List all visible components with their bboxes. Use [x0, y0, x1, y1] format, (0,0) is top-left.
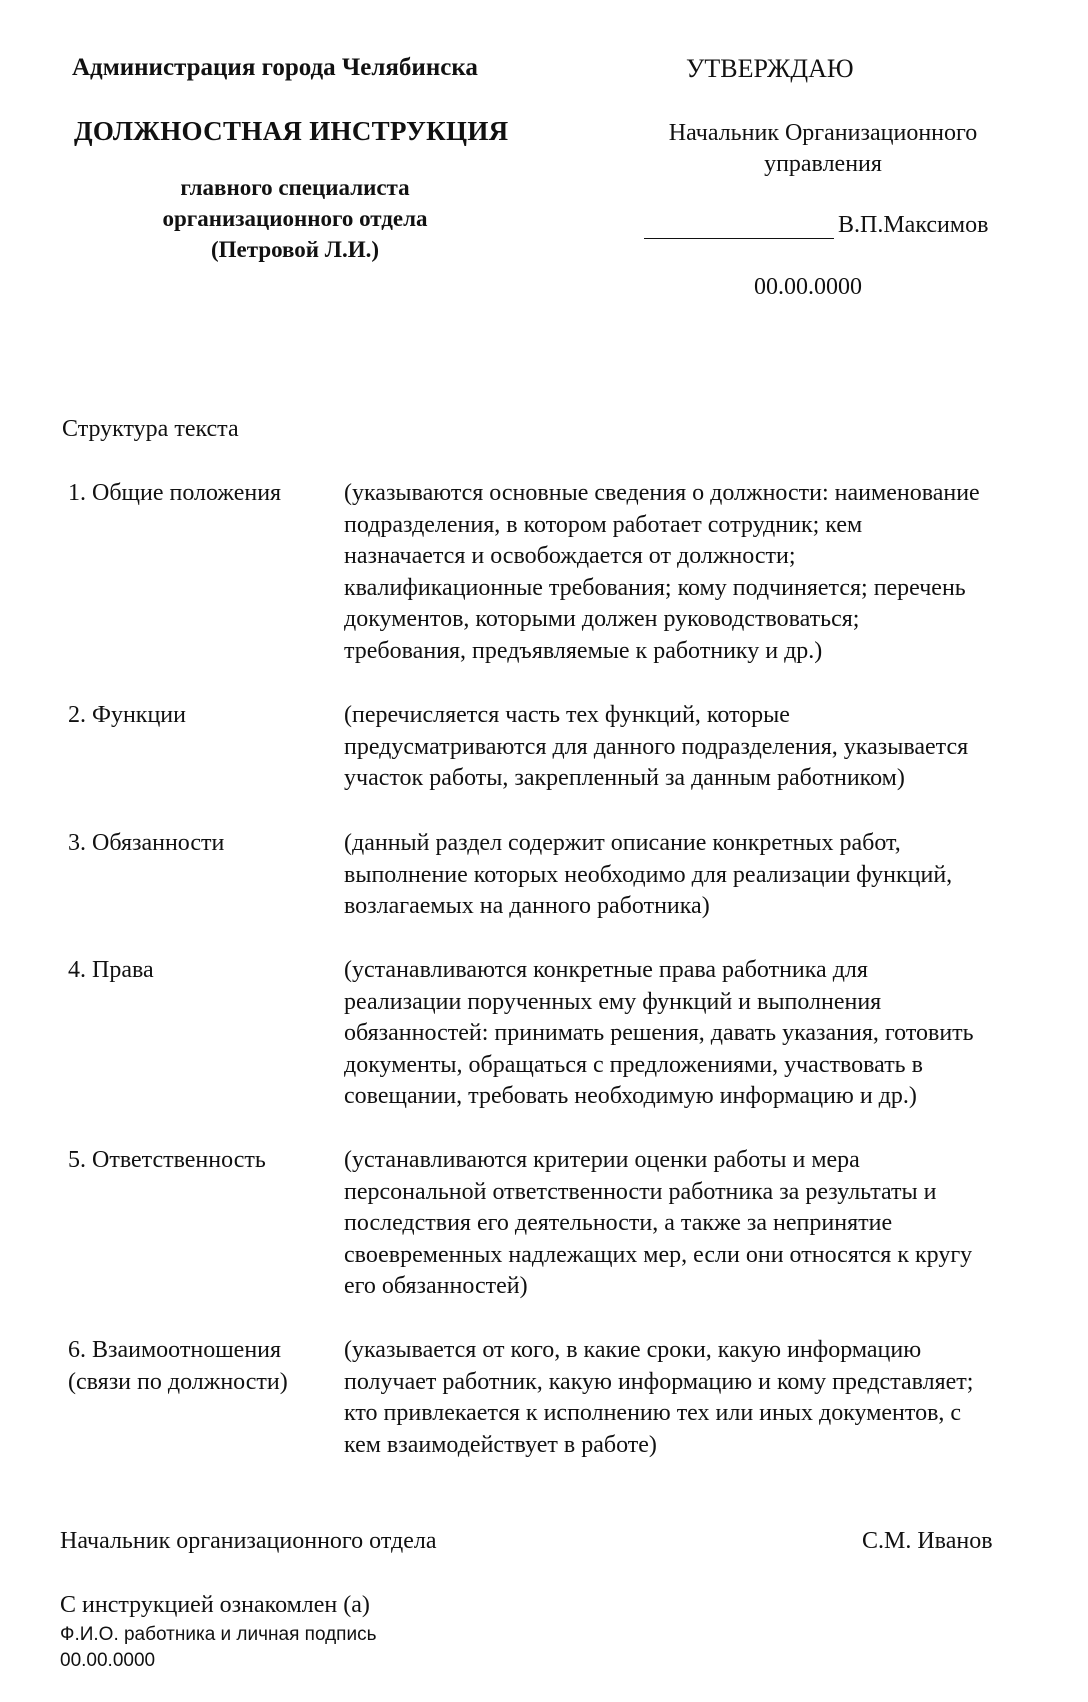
signature-line [644, 218, 834, 239]
section-name: 1. Общие положения [68, 480, 282, 506]
structure-title: Структура текста [62, 416, 239, 442]
subtitle-line: главного специалиста [180, 175, 410, 200]
organization-name: Администрация города Челябинска [72, 54, 478, 81]
subtitle-line: (Петровой Л.И.) [210, 237, 379, 262]
section-description: (указывается от кого, в какие сроки, какую информацию получает работник, какую информацию и кому представляет; кто привлекается к исполнению тех или иных документов, с кем взаимодействует в работе) [344, 1337, 974, 1458]
approval-position-line: управления [764, 151, 882, 177]
section-description: (устанавливаются конкретные права работника для реализации порученных ему функций и выполнения обязанностей: принимать решения, давать указания, готовить документы, обращаться с предложениями, участвовать в совещании, требовать необходимую информацию и др.) [344, 957, 974, 1109]
approval-word: УТВЕРЖДАЮ [686, 54, 854, 83]
approval-signature [644, 212, 988, 239]
document-title: ДОЛЖНОСТНАЯ ИНСТРУКЦИЯ [74, 116, 509, 146]
section-name: 5. Ответственность [68, 1147, 266, 1173]
signer-position: Начальник организационного отдела [60, 1528, 437, 1554]
section-description: (устанавливаются критерии оценки работы и мера персональной ответственности работника за результаты и последствия его деятельности, а также за непринятие своевременных надлежащих мер, если они относятся к кругу его обязанностей) [344, 1147, 973, 1299]
section-name: 3. Обязанности [68, 830, 225, 856]
section-description: (перечисляется часть тех функций, которые предусматриваются для данного подразделения, указывается участок работы, закрепленный за данным работником) [344, 702, 969, 791]
document-subtitle [110, 172, 480, 265]
section-name: 4. Права [68, 957, 154, 983]
approval-position [628, 118, 1018, 180]
subtitle-line: организационного отдела [162, 206, 428, 231]
section-name: 6. Взаимоотношения (связи по должности) [68, 1337, 288, 1395]
signer-name: С.М. Иванов [862, 1528, 993, 1554]
acknowledgement-date: 00.00.0000 [60, 1650, 156, 1671]
section-description: (данный раздел содержит описание конкретных работ, выполнение которых необходимо для реализации функций, возлагаемых на данного работника) [344, 830, 953, 919]
section-description: (указываются основные сведения о должности: наименование подразделения, в котором работает сотрудник; кем назначается и освобождается от должности; квалификационные требования; кому подчиняется; перечень документов, которыми должен руководствоваться; требования, предъявляемые к работнику и др.) [344, 480, 980, 664]
section-name: 2. Функции [68, 702, 186, 728]
approval-position-line: Начальник Организационного [668, 120, 978, 146]
acknowledgement-title: С инструкцией ознакомлен (а) [60, 1592, 370, 1618]
approval-date: 00.00.0000 [754, 274, 862, 300]
acknowledgement-caption: Ф.И.О. работника и личная подпись [60, 1624, 377, 1645]
approval-signatory: В.П.Максимов [838, 212, 989, 238]
